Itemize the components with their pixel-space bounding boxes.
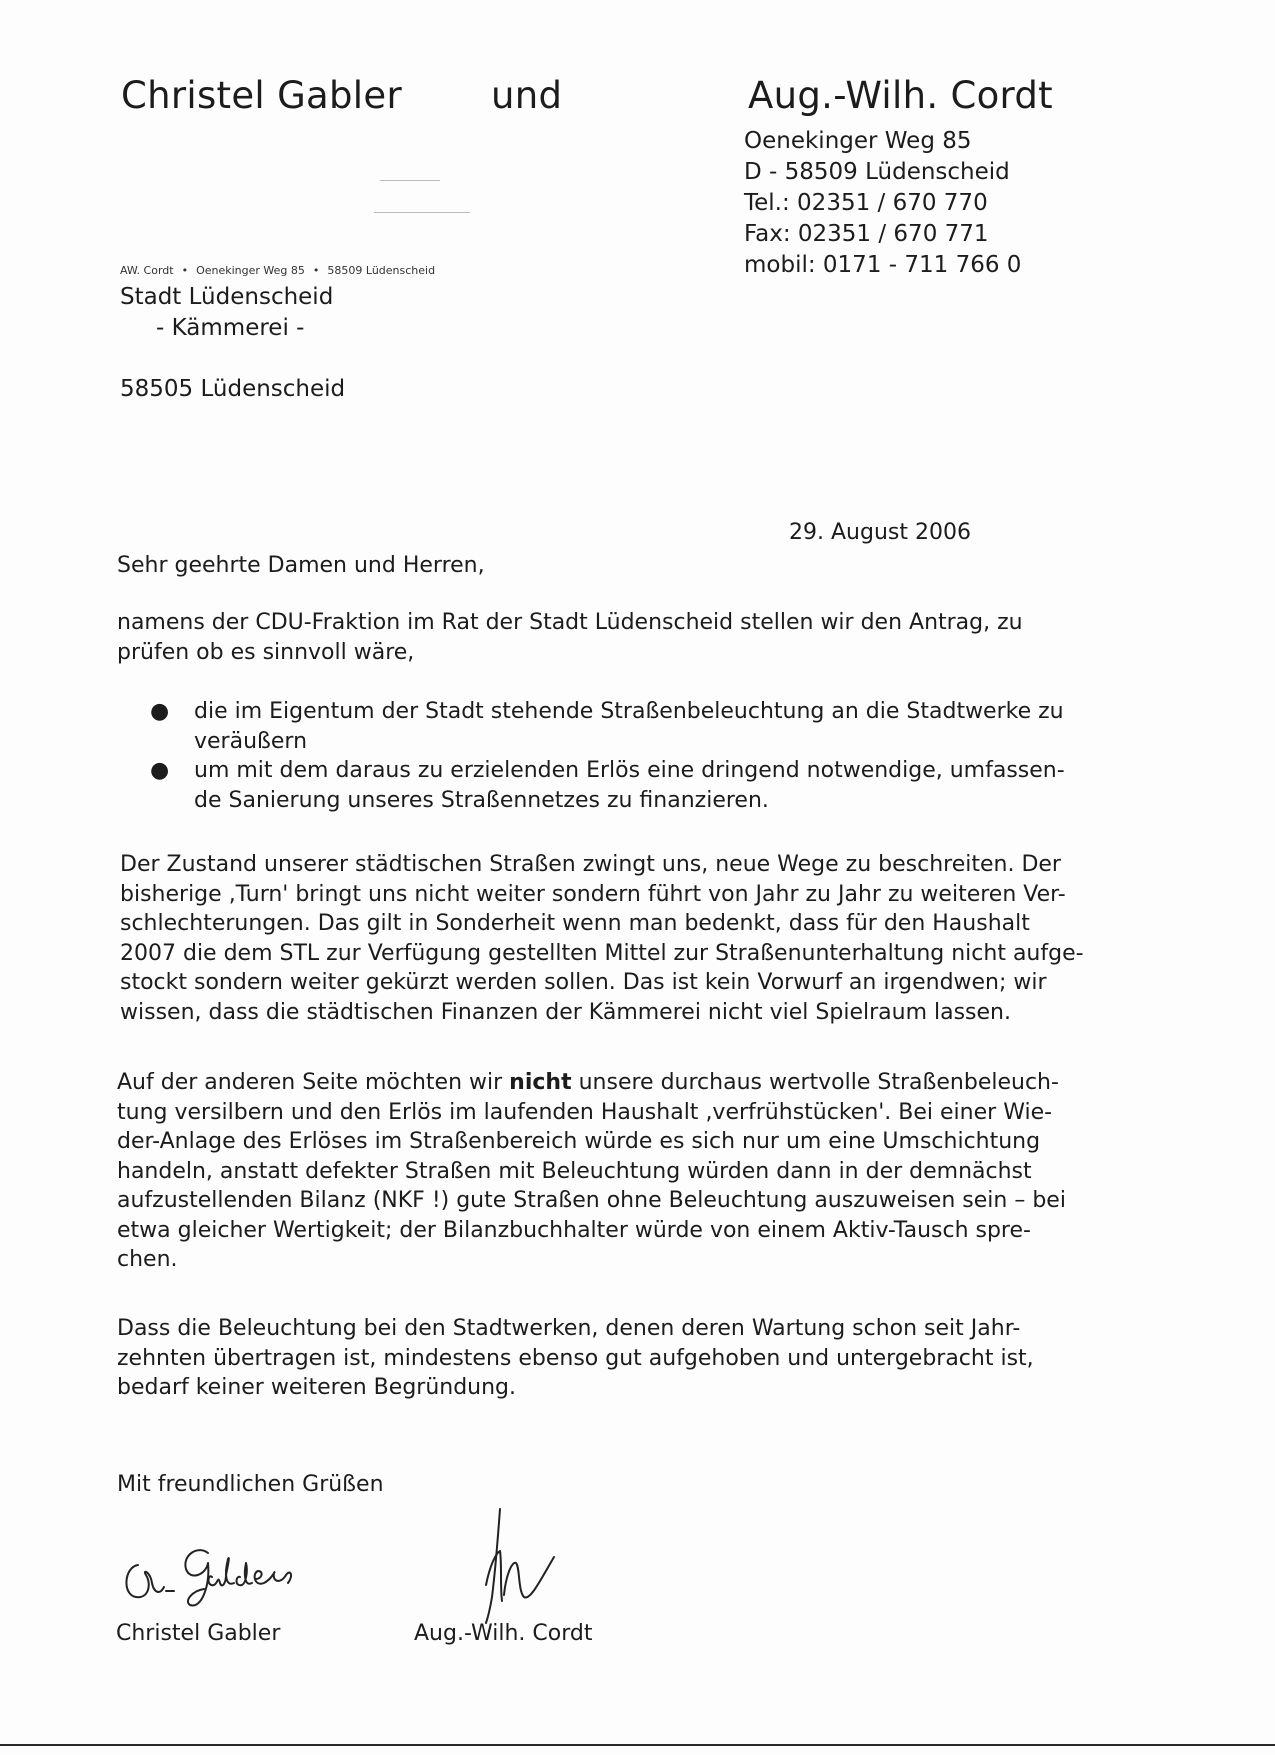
scan-artifact — [380, 180, 440, 181]
recipient-city: 58505 Lüdenscheid — [120, 376, 346, 402]
return-address-city: 58509 Lüdenscheid — [327, 264, 436, 277]
signature-gabler-image — [116, 1525, 346, 1615]
paragraph-1 — [120, 850, 1140, 1027]
salutation: Sehr geehrte Damen und Herren, — [117, 553, 485, 578]
bullet-list — [150, 697, 1065, 815]
intro-line: namens der CDU-Fraktion im Rat der Stadt Lüdenscheid stellen wir den Antrag, zu — [117, 610, 1023, 635]
recipient-line1: Stadt Lüdenscheid — [120, 284, 334, 310]
address-city: D - 58509 Lüdenscheid — [744, 159, 1010, 185]
sender-address-block — [744, 126, 1021, 281]
signature-name-left: Christel Gabler — [116, 1621, 281, 1646]
paragraph-line: stockt sondern weiter gekürzt werden sollen. Das ist kein Vorwurf an irgendwen; wir — [120, 970, 1047, 995]
address-street: Oenekinger Weg 85 — [744, 128, 972, 154]
paragraph-line: bisherige ‚Turn' bringt uns nicht weiter sondern führt von Jahr zu Jahr zu weiteren Ver- — [120, 881, 1066, 907]
intro-paragraph — [117, 608, 1137, 667]
address-mobil: mobil: 0171 - 711 766 0 — [744, 252, 1022, 278]
closing: Mit freundlichen Grüßen — [117, 1472, 384, 1497]
paragraph-text: Auf der anderen Seite möchten wir — [117, 1070, 510, 1095]
paragraph-line: etwa gleicher Wertigkeit; der Bilanzbuchhalter würde von einem Aktiv-Tausch spre- — [117, 1217, 1031, 1243]
paragraph-line: tung versilbern und den Erlös im laufenden Haushalt ‚verfrühstücken'. Bei einer Wie- — [117, 1099, 1053, 1125]
signature-name-right: Aug.-Wilh. Cordt — [414, 1621, 593, 1646]
bullet-icon: ● — [150, 699, 170, 724]
paragraph-line: bedarf keiner weiteren Begründung. — [117, 1375, 517, 1400]
paragraph-line: der-Anlage des Erlöses im Straßenbereich würde es sich nur um eine Umschichtung — [117, 1129, 1041, 1154]
bullet-item — [150, 697, 1065, 756]
header-name-left: Christel Gabler — [121, 74, 402, 117]
emphasis-text: nicht — [509, 1070, 572, 1095]
paragraph-line: Der Zustand unserer städtischen Straßen zwingt uns, neue Wege zu beschreiten. Der — [120, 852, 1061, 877]
intro-line: prüfen ob es sinnvoll wäre, — [117, 639, 415, 665]
paragraph-line: wissen, dass die städtischen Finanzen der Kämmerei nicht viel Spielraum lassen. — [120, 999, 1011, 1025]
paragraph-2 — [117, 1068, 1137, 1275]
address-tel: Tel.: 02351 / 670 770 — [744, 190, 988, 216]
letter-date: 29. August 2006 — [789, 520, 971, 545]
bullet-icon: ● — [150, 758, 170, 783]
header-connector: und — [491, 74, 563, 117]
recipient-line2: - Kämmerei - — [156, 315, 305, 341]
paragraph-line: Dass die Beleuchtung bei den Stadtwerken, denen deren Wartung schon seit Jahr- — [117, 1316, 1021, 1341]
paragraph-line: schlechterungen. Das gilt in Sonderheit wenn man bedenkt, dass für den Haushalt — [120, 911, 1030, 936]
paragraph-text: unsere durchaus wertvolle Straßenbeleuch- — [571, 1070, 1059, 1095]
bullet-item — [150, 756, 1065, 815]
paragraph-line: 2007 die dem STL zur Verfügung gestellten Mittel zur Straßenunterhaltung nicht aufge- — [120, 940, 1084, 966]
bullet-line: de Sanierung unseres Straßennetzes zu finanzieren. — [194, 787, 769, 813]
recipient-block — [120, 282, 333, 344]
return-address-name: AW. Cordt — [120, 264, 174, 277]
paragraph-line: chen. — [117, 1247, 178, 1272]
paragraph-line: aufzustellenden Bilanz (NKF !) gute Straßen ohne Beleuchtung auszuweisen sein – bei — [117, 1188, 1066, 1213]
address-fax: Fax: 02351 / 670 771 — [744, 221, 989, 247]
bullet-line: die im Eigentum der Stadt stehende Straßenbeleuchtung an die Stadtwerke zu — [194, 699, 1064, 724]
bullet-line: um mit dem daraus zu erzielenden Erlös eine dringend notwendige, umfassen- — [194, 758, 1065, 783]
signature-cordt-image — [470, 1505, 610, 1625]
scan-artifact — [374, 212, 470, 213]
scan-edge-line — [0, 1744, 1275, 1746]
paragraph-3 — [117, 1314, 1137, 1403]
paragraph-line: handeln, anstatt defekter Straßen mit Beleuchtung würden dann in der demnächst — [117, 1158, 1032, 1184]
paragraph-line — [117, 1068, 1137, 1098]
header-name-right: Aug.-Wilh. Cordt — [748, 74, 1053, 117]
bullet-line: veräußern — [194, 728, 308, 754]
paragraph-line: zehnten übertragen ist, mindestens ebenso gut aufgehoben und untergebracht ist, — [117, 1345, 1034, 1371]
return-address-line: AW. Cordt • Oenekinger Weg 85 • 58509 Lüdenscheid — [120, 264, 436, 277]
return-address-street: Oenekinger Weg 85 — [196, 264, 305, 277]
